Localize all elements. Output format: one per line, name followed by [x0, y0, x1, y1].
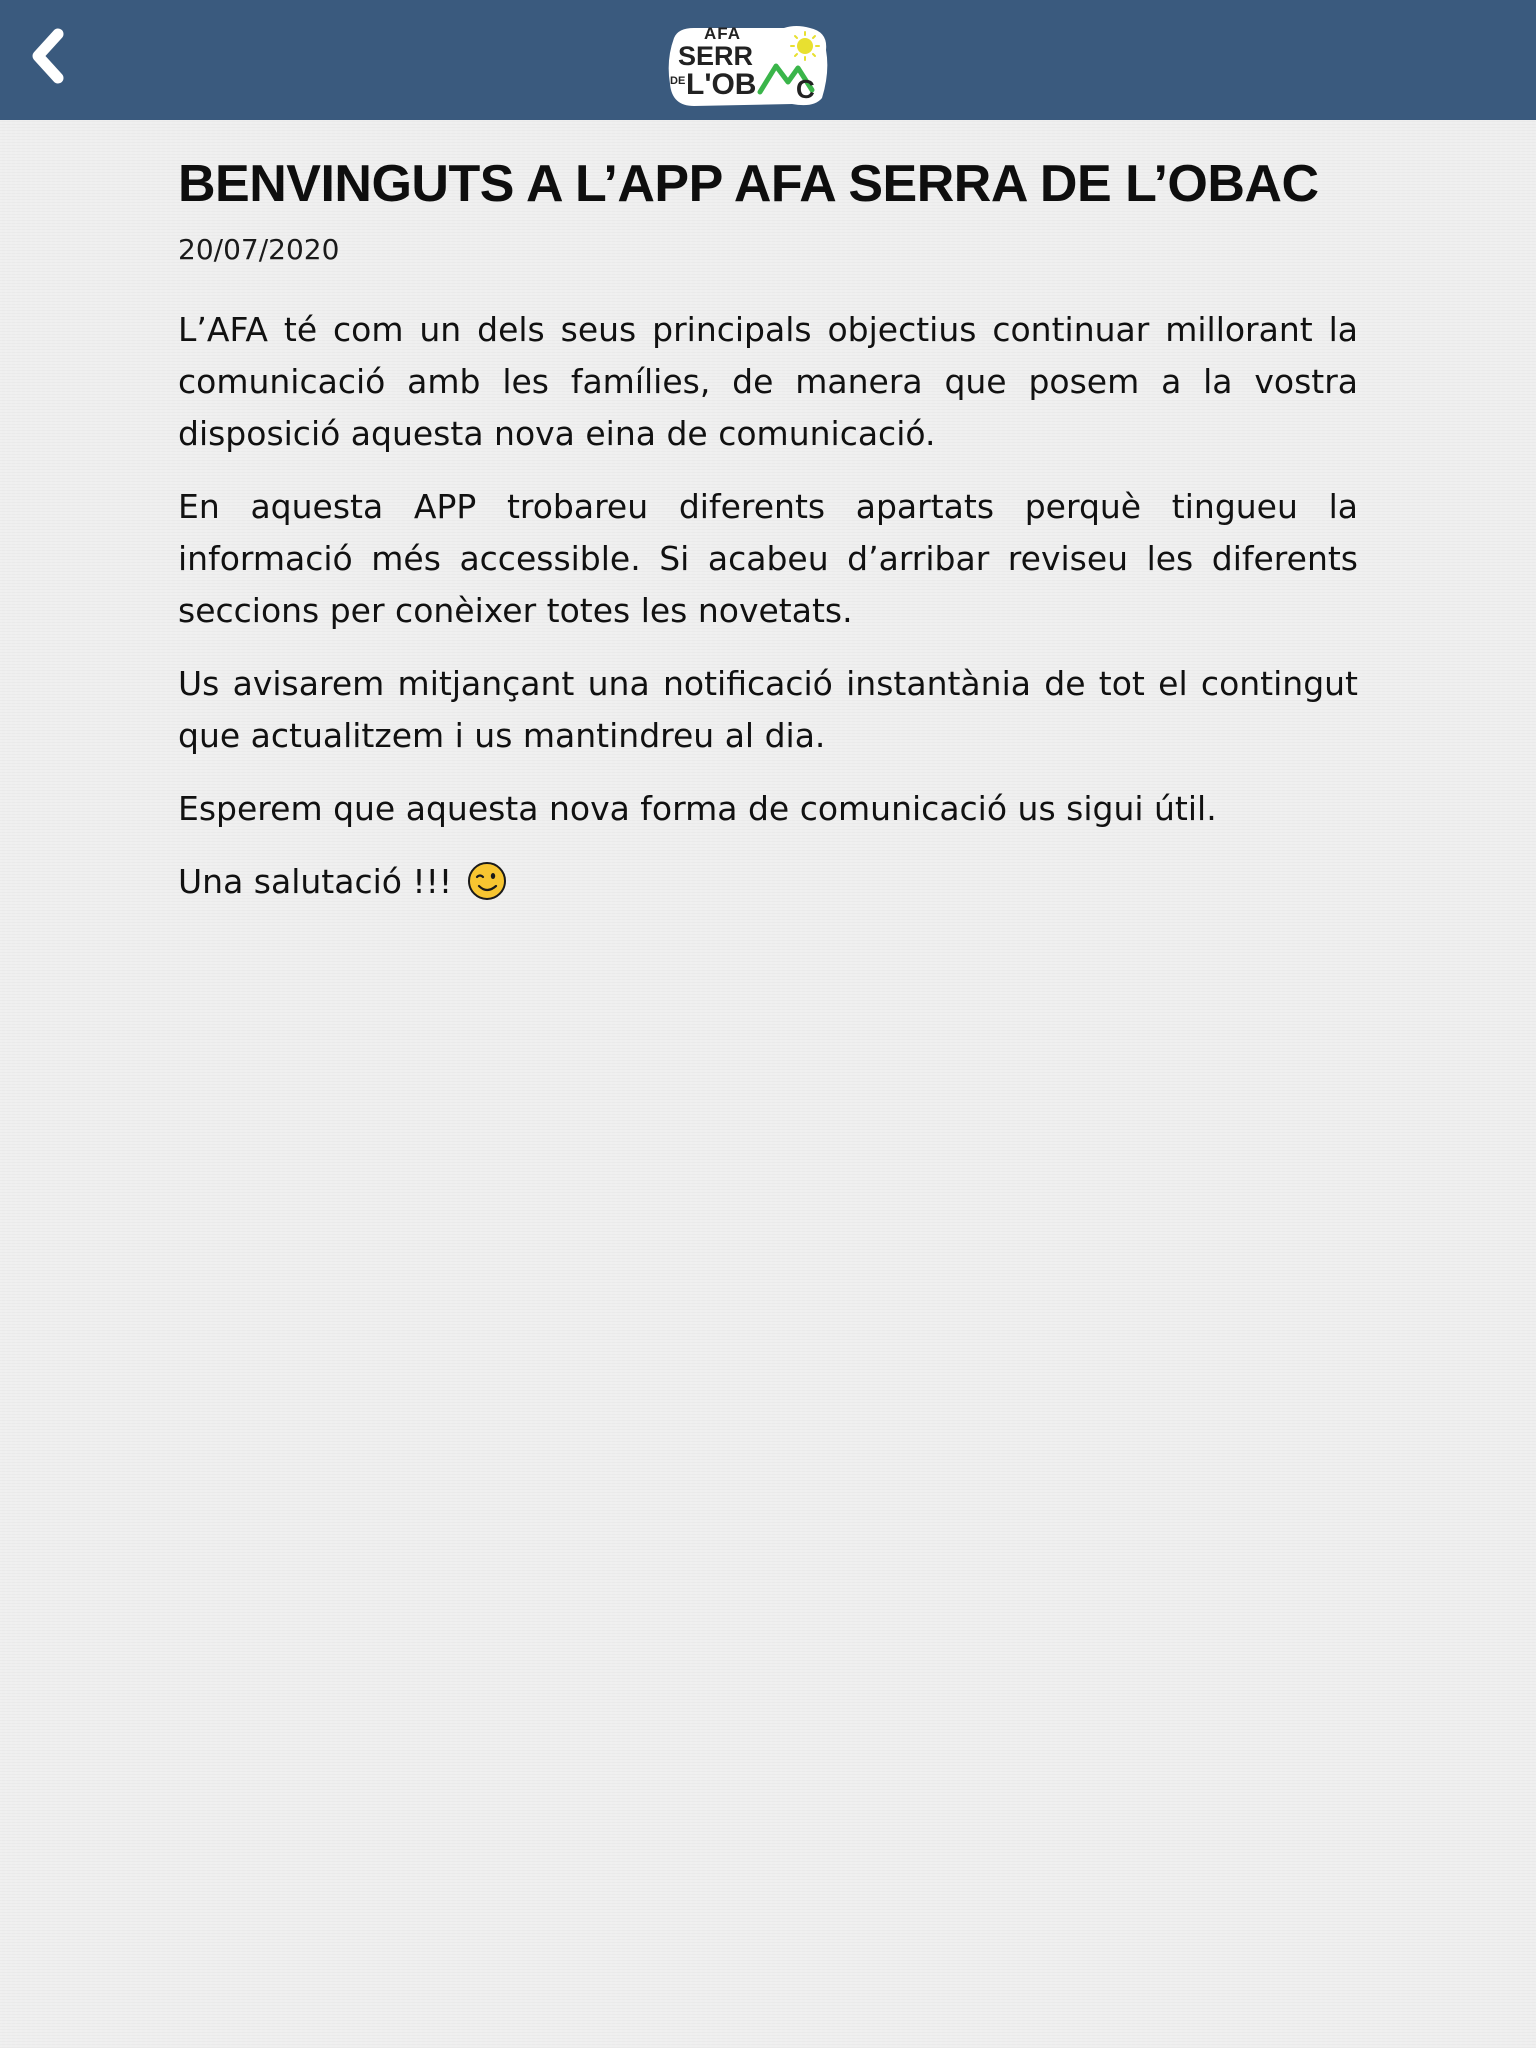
logo-text-serra: SERR	[678, 41, 754, 71]
article-paragraph: En aquesta APP trobareu diferents apartats perquè tingueu la informació més accessible. Si acabeu d’arribar reviseu les diferents seccions per conèixer totes les novetats.	[178, 487, 1358, 630]
article-paragraph: Us avisarem mitjançant una notificació instantània de tot el contingut que actualitzem i us mantindreu al dia.	[178, 664, 1358, 755]
winking-face-icon	[467, 861, 507, 901]
logo-text-afa: AFA	[704, 24, 741, 43]
chevron-left-icon	[24, 22, 88, 94]
article-closing	[178, 856, 1358, 908]
logo-text-de: DE	[670, 75, 686, 87]
top-app-bar	[0, 0, 1536, 120]
article-date: 20/07/2020	[178, 233, 340, 266]
logo-text-lobac: L'OB	[686, 68, 757, 101]
news-article	[178, 148, 1358, 929]
closing-text: Una salutació !!!	[178, 862, 453, 901]
article-paragraph: Esperem que aquesta nova forma de comunicació us sigui útil.	[178, 789, 1217, 828]
logo-text-c: C	[796, 74, 815, 104]
article-body	[178, 304, 1358, 908]
article-paragraph: L’AFA té com un dels seus principals objectius continuar millorant la comunicació amb les famílies, de manera que posem a la vostra disposició aquesta nova eina de comunicació.	[178, 310, 1358, 453]
back-button[interactable]	[24, 22, 88, 94]
article-title: BENVINGUTS A L’APP AFA SERRA DE L’OBAC	[178, 155, 1319, 213]
afa-serra-de-lobac-logo	[664, 20, 830, 108]
